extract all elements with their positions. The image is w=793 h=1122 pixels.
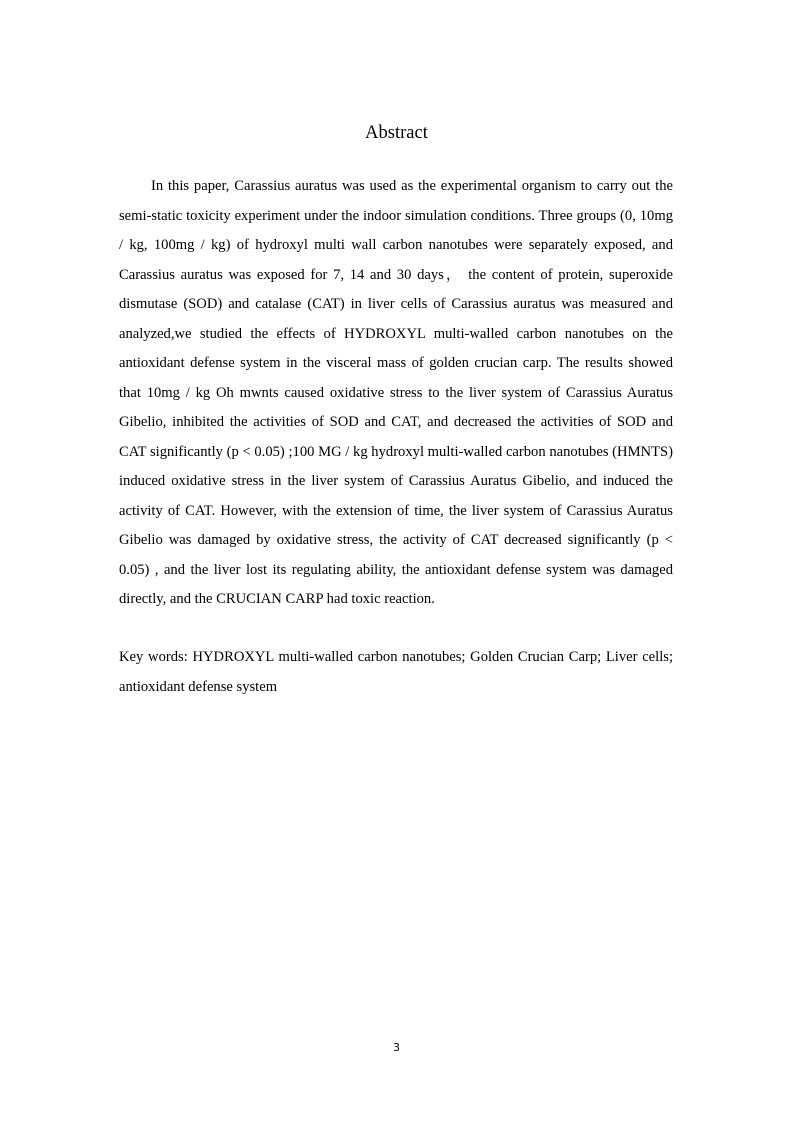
abstract-paragraph: In this paper, Carassius auratus was used as the experimental organism to carry out the semi-static toxicity experiment under the indoor simulation conditions. Three groups (0, 10mg / kg, 100mg / kg) of hydroxyl multi wall carbon nanotubes were separately exposed, and Carassius auratus was exposed for 7, 14 and 30 days， the content of protein, superoxide dismutase (SOD) and catalase (CAT) in liver cells of Carassius auratus was measured and analyzed,we studied the effects of HYDROXYL multi-walled carbon nanotubes on the antioxidant defense system in the visceral mass of golden crucian carp. The results showed that 10mg / kg Oh mwnts caused oxidative stress to the liver system of Carassius Auratus Gibelio, inhibited the activities of SOD and CAT, and decreased the activities of SOD and CAT significantly (p < 0.05) ;100 MG / kg hydroxyl multi-walled carbon nanotubes (HMNTS) induced oxidative stress in the liver system of Carassius Auratus Gibelio, and induced the activity of CAT. However, with the extension of time, the liver system of Carassius Auratus Gibelio was damaged by oxidative stress, the activity of CAT decreased significantly (p < 0.05) , and the liver lost its regulating ability, the antioxidant defense system was damaged directly, and the CRUCIAN CARP had toxic reaction. (119, 178, 673, 607)
page-number: 3 (393, 1041, 400, 1054)
keywords-line: Key words: HYDROXYL multi-walled carbon nanotubes; Golden Crucian Carp; Liver cells; antioxidant defense system (119, 649, 673, 695)
abstract-title: Abstract (365, 123, 428, 143)
